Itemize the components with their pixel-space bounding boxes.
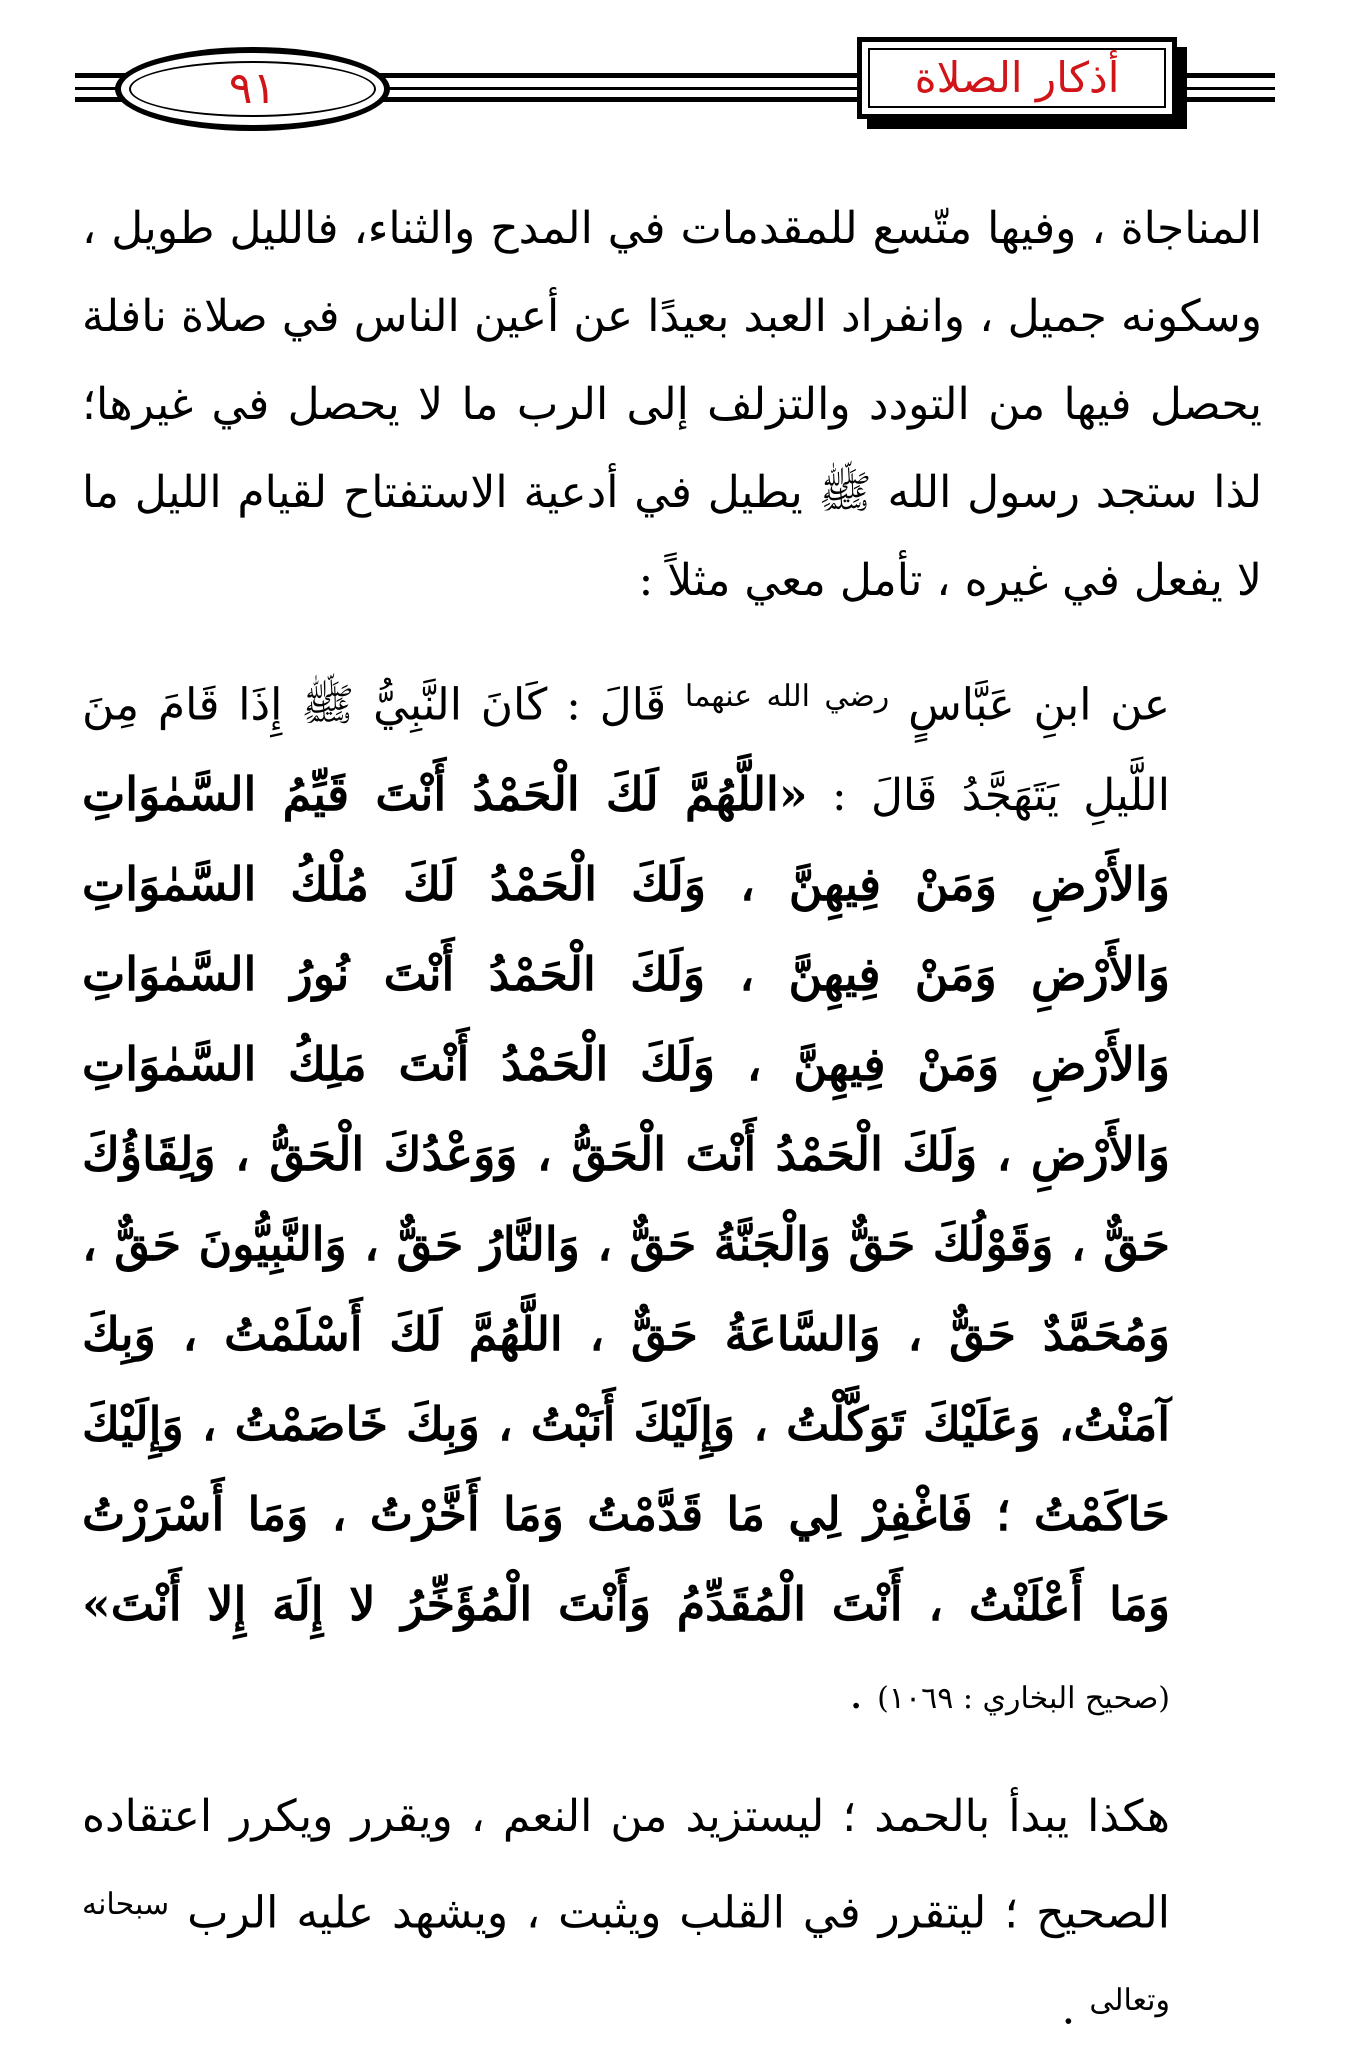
closing-end-mark: . <box>1061 1983 1076 2035</box>
page-number-frame <box>115 47 390 131</box>
page-header <box>75 35 1275 145</box>
hadith-end-mark: . <box>849 1667 864 1719</box>
salla-allahu-alayhi-glyph: ﷺ <box>301 679 355 731</box>
subhanahu-wa-taala-glyph: سبحانه وتعالى <box>82 1886 1170 2018</box>
hadith-narration-part1: عن ابنِ عَبَّاسٍ <box>908 679 1170 731</box>
intro-paragraph: المناجاة ، وفيها متّسع للمقدمات في المدح والثناء، فالليل طويل ، وسكونه جميل ، وانفراد العبد بعيدًا عن أعين الناس في صلاة نافلة يحصل فيها من التودد والتزلف إلى الرب ما لا يحصل في غيرها؛ لذا ستجد رسول الله ﷺ يطيل في أدعية الاستفتاح لقيام الليل ما لا يفعل في غيره ، تأمل معي مثلاً : <box>82 203 1262 606</box>
hadith-paragraph <box>82 653 1262 1743</box>
hadith-text: «اللَّهُمَّ لَكَ الْحَمْدُ أَنْتَ قَيِّمُ السَّمٰوَاتِ وَالأَرْضِ وَمَنْ فِيهِنَّ ، وَلَكَ الْحَمْدُ لَكَ مُلْكُ السَّمٰوَاتِ وَالأَرْضِ وَمَنْ فِيهِنَّ ، وَلَكَ الْحَمْدُ أَنْتَ نُورُ السَّمٰوَاتِ وَالأَرْضِ وَمَنْ فِيهِنَّ ، وَلَكَ الْحَمْدُ أَنْتَ مَلِكُ السَّمٰوَاتِ وَالأَرْضِ ، وَلَكَ الْحَمْدُ أَنْتَ الْحَقُّ ، وَوَعْدُكَ الْحَقُّ ، وَلِقَاؤُكَ حَقٌّ ، وَقَوْلُكَ حَقٌّ وَالْجَنَّةُ حَقٌّ ، وَالنَّارُ حَقٌّ ، وَالنَّبِيُّونَ حَقٌّ ، وَمُحَمَّدٌ حَقٌّ ، وَالسَّاعَةُ حَقٌّ ، اللَّهُمَّ لَكَ أَسْلَمْتُ ، وَبِكَ آمَنْتُ، وَعَلَيْكَ تَوَكَّلْتُ ، وَإِلَيْكَ أَنَبْتُ ، وَبِكَ خَاصَمْتُ ، وَإِلَيْكَ حَاكَمْتُ ؛ فَاغْفِرْ لِي مَا قَدَّمْتُ وَمَا أَخَّرْتُ ، وَمَا أَسْرَرْتُ وَمَا أَعْلَنْتُ ، أَنْتَ الْمُقَدِّمُ وَأَنْتَ الْمُؤَخِّرُ لا إِلَهَ إِلا أَنْتَ» <box>82 766 1170 1631</box>
chapter-title: أذكار الصلاة <box>914 53 1120 102</box>
hadith-narration-part3: إِذَا قَامَ مِنَ اللَّيلِ يَتَهَجَّدُ قَالَ : <box>82 679 1171 821</box>
closing-paragraph <box>82 1773 1262 2054</box>
chapter-title-box <box>857 37 1177 119</box>
hadith-source: (صحيح البخاري : ١٠٦٩) <box>877 1680 1170 1716</box>
page-number: ٩١ <box>228 63 277 114</box>
radiya-allahu-anhuma-glyph: رضي الله عنهما <box>684 679 890 714</box>
hadith-narration-part2: قَالَ : كَانَ النَّبِيُّ <box>373 679 667 731</box>
closing-text: هكذا يبدأ بالحمد ؛ ليستزيد من النعم ، ويقرر ويكرر اعتقاده الصحيح ؛ ليتقرر في القلب ويثبت ، ويشهد عليه الرب <box>82 1790 1170 1938</box>
page-body <box>82 185 1262 2054</box>
